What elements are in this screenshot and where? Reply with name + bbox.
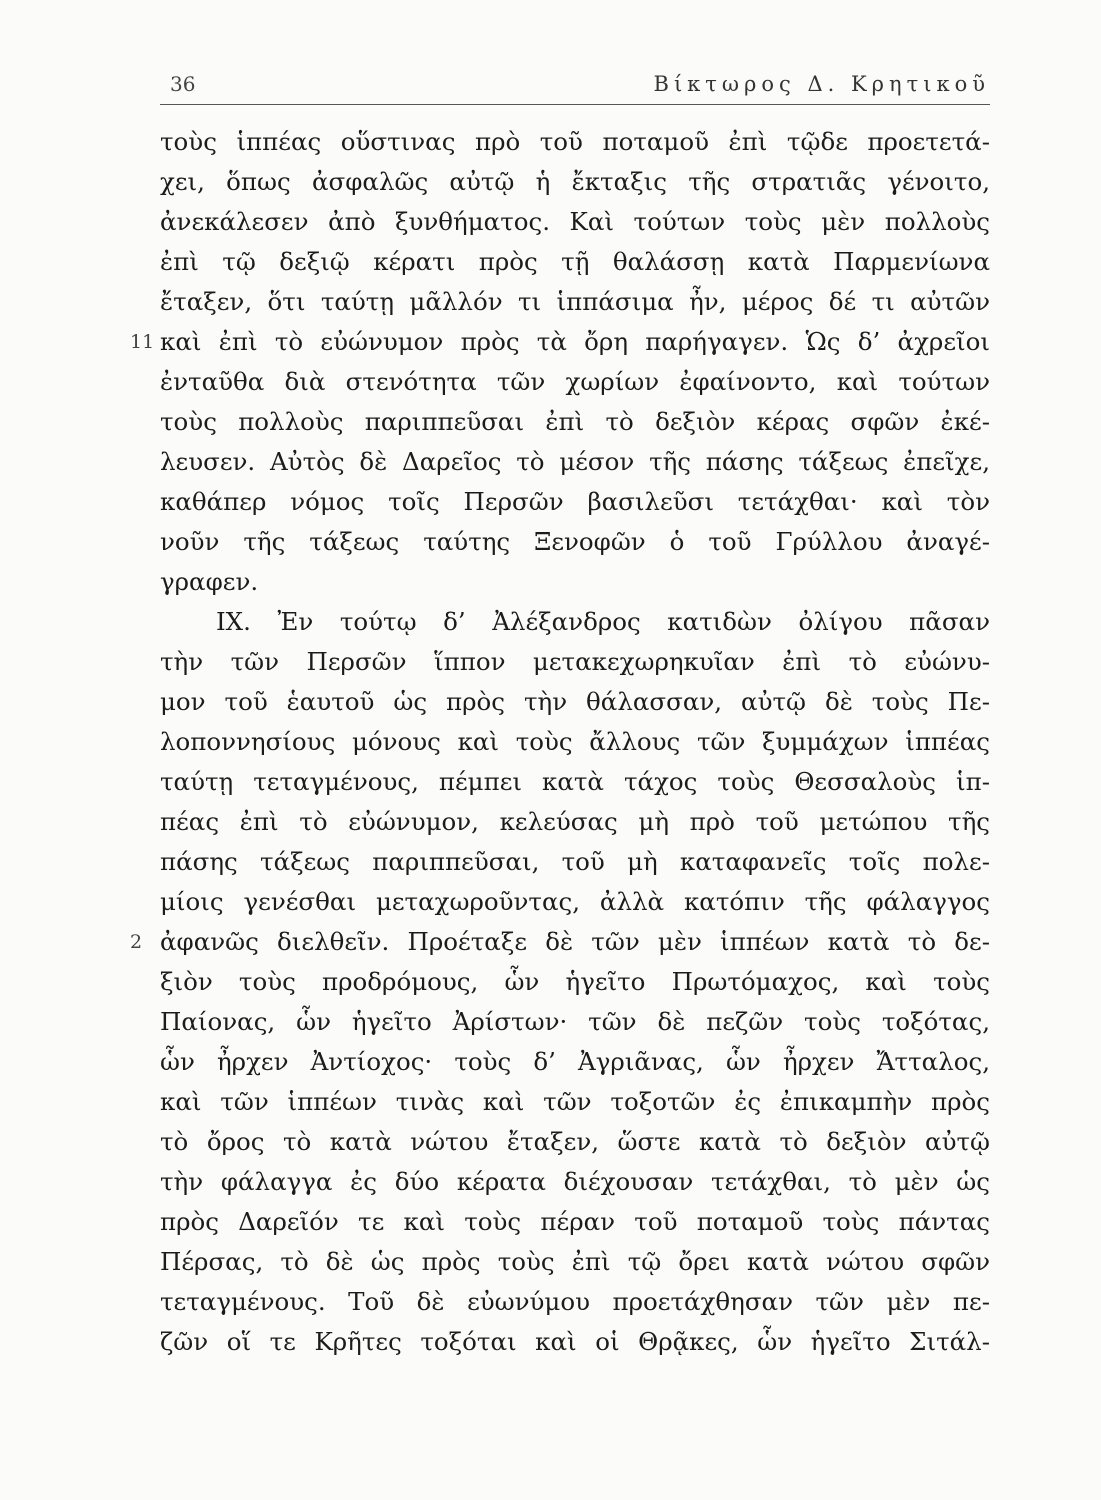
line-text: καθάπερ νόμος τοῖς Περσῶν βασιλεῦσι τετάχθαι· καὶ τὸν [160,487,990,516]
text-line [160,282,990,322]
text-line [160,1202,990,1242]
text-line [160,242,990,282]
text-line [160,362,990,402]
text-line [160,962,990,1002]
page-header [160,68,990,105]
text-line [160,1242,990,1282]
line-text: ἔταξεν, ὅτι ταύτῃ μᾶλλόν τι ἱππάσιμα ἦν, μέρος δέ τι αὐτῶν [160,287,990,316]
line-text: καὶ τῶν ἱππέων τινὰς καὶ τῶν τοξοτῶν ἐς ἐπικαμπὴν πρὸς [160,1087,990,1116]
line-text: μον τοῦ ἑαυτοῦ ὡς πρὸς τὴν θάλασσαν, αὐτῷ δὲ τοὺς Πε- [160,687,990,716]
text-line [160,162,990,202]
line-text: ἐνταῦθα διὰ στενότητα τῶν χωρίων ἐφαίνοντο, καὶ τούτων [160,367,990,396]
text-line [160,202,990,242]
text-line [160,482,990,522]
line-text: πέας ἐπὶ τὸ εὐώνυμον, κελεύσας μὴ πρὸ τοῦ μετώπου τῆς [160,807,990,836]
margin-section-number: 2 [130,931,143,953]
page-number: 36 [170,72,196,96]
line-text: Παίονας, ὧν ἡγεῖτο Ἀρίστων· τῶν δὲ πεζῶν τοὺς τοξότας, [160,1007,990,1036]
text-line [160,762,990,802]
text-line [160,402,990,442]
line-text: ταύτῃ τεταγμένους, πέμπει κατὰ τάχος τοὺς Θεσσαλοὺς ἱπ- [160,767,990,796]
text-line [130,322,990,362]
line-text: IX. Ἐν τούτῳ δ’ Ἀλέξανδρος κατιδὼν ὀλίγου πᾶσαν [216,607,990,636]
text-line [160,642,990,682]
text-line [160,562,990,602]
text-line [160,522,990,562]
text-line [160,602,990,642]
line-text: ζῶν οἵ τε Κρῆτες τοξόται καὶ οἱ Θρᾷκες, ὧν ἡγεῖτο Σιτάλ- [160,1327,990,1356]
text-line [160,1322,990,1362]
line-text: ξιὸν τοὺς προδρόμους, ὧν ἡγεῖτο Πρωτόμαχος, καὶ τοὺς [160,967,990,996]
line-text: τεταγμένους. Τοῦ δὲ εὐωνύμου προετάχθησαν τῶν μὲν πε- [160,1287,990,1316]
line-text: γραφεν. [160,567,259,596]
text-line [160,882,990,922]
text-line [130,922,990,962]
line-text: ἀφανῶς διελθεῖν. Προέταξε δὲ τῶν μὲν ἱππέων κατὰ τὸ δε- [160,927,990,956]
text-line [160,122,990,162]
line-text: χει, ὅπως ἀσφαλῶς αὐτῷ ἡ ἔκταξις τῆς στρατιᾶς γένοιτο, [160,167,990,196]
line-text: ἐπὶ τῷ δεξιῷ κέρατι πρὸς τῇ θαλάσσῃ κατὰ Παρμενίωνα [160,247,990,276]
text-line [160,842,990,882]
line-text: λοποννησίους μόνους καὶ τοὺς ἄλλους τῶν ξυμμάχων ἱππέας [160,727,990,756]
text-line [160,682,990,722]
text-line [160,1042,990,1082]
line-text: νοῦν τῆς τάξεως ταύτης Ξενοφῶν ὁ τοῦ Γρύλλου ἀναγέ- [160,527,990,556]
line-text: τοὺς πολλοὺς παριππεῦσαι ἐπὶ τὸ δεξιὸν κέρας σφῶν ἐκέ- [160,407,990,436]
body-text [130,122,990,1362]
text-line [160,1282,990,1322]
running-head: Βίκτωρος Δ. Κρητικοῦ [653,72,990,96]
text-line [160,1082,990,1122]
line-text: τὸ ὄρος τὸ κατὰ νώτου ἔταξεν, ὥστε κατὰ τὸ δεξιὸν αὐτῷ [160,1127,990,1156]
line-text: λευσεν. Αὐτὸς δὲ Δαρεῖος τὸ μέσον τῆς πάσης τάξεως ἐπεῖχε, [160,447,990,476]
text-line [160,1122,990,1162]
line-text: καὶ ἐπὶ τὸ εὐώνυμον πρὸς τὰ ὄρη παρήγαγεν. Ὡς δ’ ἀχρεῖοι [160,327,990,356]
text-line [160,1002,990,1042]
line-text: μίοις γενέσθαι μεταχωροῦντας, ἀλλὰ κατόπιν τῆς φάλαγγος [160,887,990,916]
line-text: ὧν ἦρχεν Ἀντίοχος· τοὺς δ’ Ἀγριᾶνας, ὧν ἦρχεν Ἄτταλος, [160,1047,990,1076]
line-text: πάσης τάξεως παριππεῦσαι, τοῦ μὴ καταφανεῖς τοῖς πολε- [160,847,990,876]
text-line [160,802,990,842]
line-text: πρὸς Δαρεῖόν τε καὶ τοὺς πέραν τοῦ ποταμοῦ τοὺς πάντας [160,1207,990,1236]
text-line [160,722,990,762]
text-line [160,442,990,482]
margin-section-number: 11 [130,331,155,353]
line-text: τὴν τῶν Περσῶν ἵππον μετακεχωρηκυῖαν ἐπὶ τὸ εὐώνυ- [160,647,990,676]
line-text: ἀνεκάλεσεν ἀπὸ ξυνθήματος. Καὶ τούτων τοὺς μὲν πολλοὺς [160,207,990,236]
text-line [160,1162,990,1202]
line-text: τὴν φάλαγγα ἐς δύο κέρατα διέχουσαν τετάχθαι, τὸ μὲν ὡς [160,1167,990,1196]
line-text: τοὺς ἱππέας οὕστινας πρὸ τοῦ ποταμοῦ ἐπὶ τῷδε προετετά- [160,127,990,156]
line-text: Πέρσας, τὸ δὲ ὡς πρὸς τοὺς ἐπὶ τῷ ὄρει κατὰ νώτου σφῶν [160,1247,990,1276]
